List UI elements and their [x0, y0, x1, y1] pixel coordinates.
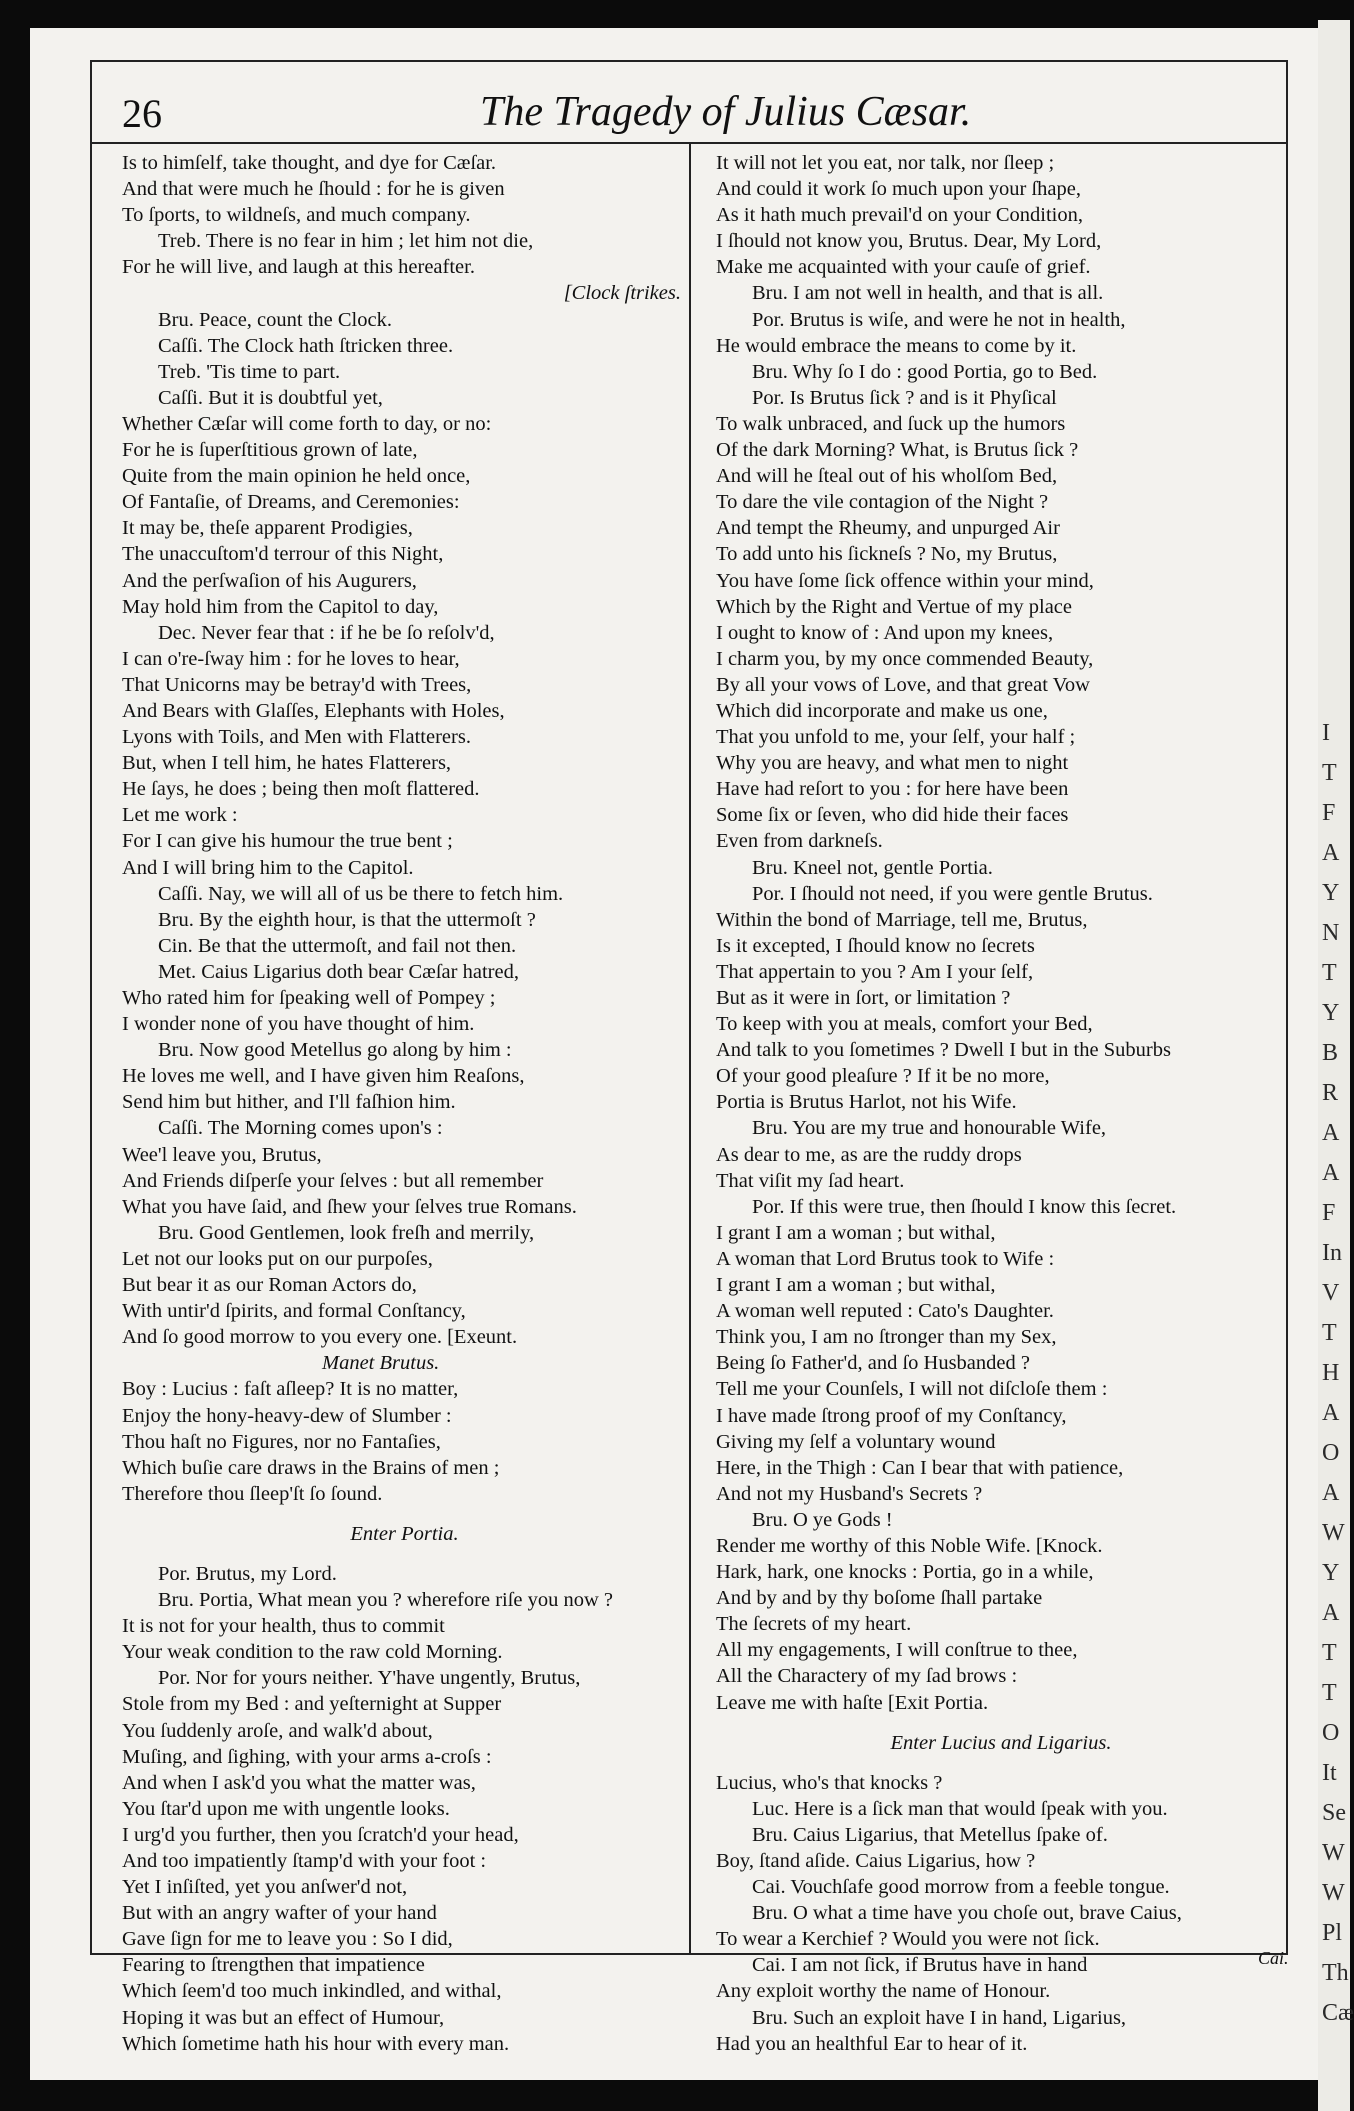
adjacent-page-fragment: H [1322, 1360, 1340, 1386]
text-line: He loves me well, and I have given him Reaſons, [122, 1065, 525, 1088]
text-line: Is to himſelf, take thought, and dye for Cæſar. [122, 152, 497, 174]
text-line: It will not let you eat, nor talk, nor ſleep ; [716, 152, 1055, 174]
text-line: You have ſome ſick offence within your mind, [716, 569, 1094, 592]
text-line: All the Charactery of my ſad brows : [716, 1665, 1018, 1688]
text-line: And tempt the Rheumy, and unpurged Air [716, 517, 1060, 540]
text-line: And the perſwaſion of his Augurers, [122, 569, 417, 592]
adjacent-page-fragment: T [1322, 1640, 1337, 1666]
text-line: Bru. Kneel not, gentle Portia. [752, 856, 993, 879]
adjacent-page-fragment: W [1322, 1520, 1345, 1546]
text-line: Cai. I am not ſick, if Brutus have in hand [752, 1954, 1088, 1977]
text-line: Had you an healthful Ear to hear of it. [716, 2032, 1028, 2055]
text-line: And Bears with Glaſſes, Elephants with Holes, [122, 699, 505, 722]
text-line: Wee'l leave you, Brutus, [122, 1143, 322, 1166]
adjacent-page-fragment: A [1322, 1120, 1340, 1146]
adjacent-page-fragment: B [1322, 1040, 1339, 1066]
text-line: Tell me your Counſels, I will not diſcloſe them : [716, 1378, 1108, 1401]
text-line: And Friends diſperſe your ſelves : but all remember [122, 1169, 544, 1192]
text-line: Caſſi. But it is doubtful yet, [158, 386, 383, 409]
text-line: Bru. O what a time have you choſe out, brave Caius, [752, 1902, 1182, 1925]
text-line: To add unto his ſickneſs ? No, my Brutus, [716, 543, 1058, 566]
text-line: Render me worthy of this Noble Wife. [Knock. [716, 1534, 1103, 1557]
text-line: Let not our looks put on our purpoſes, [122, 1247, 433, 1270]
text-line: Which did incorporate and make us one, [716, 699, 1048, 722]
adjacent-page-fragment: O [1322, 1440, 1340, 1466]
text-line: Which by the Right and Vertue of my place [716, 595, 1072, 618]
text-line: For he is ſuperſtitious grown of late, [122, 439, 418, 462]
text-line: Think you, I am no ſtronger than my Sex, [716, 1326, 1057, 1349]
text-line: Portia is Brutus Harlot, not his Wife. [716, 1091, 1017, 1114]
text-line: Por. Nor for yours neither. Y'have ungently, Brutus, [158, 1667, 581, 1690]
text-line: And when I ask'd you what the matter was, [122, 1771, 476, 1794]
adjacent-page-fragment: T [1322, 960, 1337, 986]
adjacent-page-fragment: W [1322, 1840, 1345, 1866]
left-column [122, 150, 687, 2057]
text-line: Muſing, and ſighing, with your arms a-croſs : [122, 1745, 492, 1768]
text-line: Is it excepted, I ſhould know no ſecrets [716, 934, 1035, 957]
adjacent-page-fragment: N [1322, 920, 1340, 946]
text-line: Bru. Caius Ligarius, that Metellus ſpake of. [752, 1823, 1108, 1846]
text-line: And by and by thy boſome ſhall partake [716, 1587, 1043, 1610]
text-line: The ſecrets of my heart. [716, 1613, 912, 1636]
adjacent-page-fragment: O [1322, 1720, 1340, 1746]
text-line: Manet Brutus. [322, 1352, 440, 1375]
text-line: You ſtar'd upon me with ungentle looks. [122, 1797, 450, 1820]
text-line: The unaccuſtom'd terrour of this Night, [122, 543, 444, 566]
text-line: [Clock ſtrikes. [563, 282, 681, 305]
text-line: Enter Lucius and Ligarius. [890, 1731, 1112, 1754]
adjacent-page-fragment: F [1322, 800, 1336, 826]
text-line: I urg'd you further, then you ſcratch'd your head, [122, 1823, 519, 1846]
text-line: Here, in the Thigh : Can I bear that with patience, [716, 1456, 1124, 1479]
adjacent-page-fragment: T [1322, 760, 1337, 786]
text-line: And I will bring him to the Capitol. [122, 856, 414, 879]
text-line: Of your good pleaſure ? If it be no more, [716, 1065, 1050, 1088]
text-line: Stole from my Bed : and yeſternight at Supper [122, 1693, 502, 1716]
text-line: Which ſeem'd too much inkindled, and withal, [122, 1980, 502, 2003]
text-line: Treb. There is no fear in him ; let him not die, [158, 230, 534, 253]
text-line: What you have ſaid, and ſhew your ſelves true Romans. [122, 1195, 577, 1218]
text-line: Por. If this were true, then ſhould I know this ſecret. [752, 1195, 1177, 1218]
text-line: Yet I inſiſted, yet you anſwer'd not, [122, 1876, 408, 1899]
adjacent-page-fragment: F [1322, 1200, 1336, 1226]
catchword: Cai. [1258, 1948, 1289, 1968]
text-line: Por. Brutus, my Lord. [158, 1562, 337, 1585]
text-line: But with an angry wafter of your hand [122, 1902, 437, 1925]
text-line: And could it work ſo much upon your ſhape, [716, 178, 1081, 201]
adjacent-page-fragment: Y [1322, 1000, 1340, 1026]
text-line: Even from darkneſs. [716, 830, 883, 853]
text-line: Why you are heavy, and what men to night [716, 752, 1069, 775]
text-line: Of Fantaſie, of Dreams, and Ceremonies: [122, 491, 460, 514]
text-line: Bru. O ye Gods ! [752, 1508, 893, 1531]
adjacent-page-fragment: Pl [1322, 1920, 1343, 1946]
text-line: Luc. Here is a ſick man that would ſpeak with you. [752, 1797, 1168, 1820]
text-line: To keep with you at meals, comfort your Bed, [716, 1013, 1093, 1036]
text-line: And talk to you ſometimes ? Dwell I but in the Suburbs [716, 1039, 1171, 1062]
adjacent-page-fragment: A [1322, 1600, 1340, 1626]
text-line: Thou haſt no Figures, nor no Fantaſies, [122, 1430, 441, 1453]
text-line: Lyons with Toils, and Men with Flatterers. [122, 726, 471, 749]
text-line: With untir'd ſpirits, and formal Conſtancy, [122, 1300, 466, 1323]
text-line: That appertain to you ? Am I your ſelf, [716, 960, 1034, 983]
text-line: But bear it as our Roman Actors do, [122, 1274, 417, 1297]
text-line: I ſhould not know you, Brutus. Dear, My Lord, [716, 230, 1102, 253]
text-line: Dec. Never fear that : if he be ſo reſolv'd, [158, 621, 495, 644]
text-line: Hark, hark, one knocks : Portia, go in a while, [716, 1561, 1094, 1584]
text-line: I ought to know of : And upon my knees, [716, 621, 1054, 644]
text-line: And ſo good morrow to you every one. [Exeunt. [122, 1326, 518, 1349]
text-line: Have had reſort to you : for here have been [716, 778, 1069, 801]
text-line: And not my Husband's Secrets ? [716, 1482, 983, 1505]
text-line: To ſports, to wildneſs, and much company. [122, 204, 471, 227]
text-line: Bru. Why ſo I do : good Portia, go to Bed. [752, 360, 1098, 383]
text-line: Some ſix or ſeven, who did hide their faces [716, 804, 1069, 827]
text-line: All my engagements, I will conſtrue to thee, [716, 1639, 1078, 1662]
text-line: Cin. Be that the uttermoſt, and fail not then. [158, 934, 517, 957]
adjacent-page-fragment: I [1322, 720, 1330, 746]
text-line: Who rated him for ſpeaking well of Pompey ; [122, 987, 496, 1009]
text-line: Bru. Peace, count the Clock. [158, 308, 392, 331]
text-line: Cai. Vouchſafe good morrow from a feeble tongue. [752, 1876, 1170, 1899]
text-line: But as it were in ſort, or limitation ? [716, 987, 1011, 1009]
text-line: You ſuddenly aroſe, and walk'd about, [122, 1719, 433, 1742]
text-line: Fearing to ſtrengthen that impatience [122, 1954, 425, 1977]
text-line: Treb. 'Tis time to part. [158, 360, 341, 383]
text-line: Por. I ſhould not need, if you were gentle Brutus. [752, 882, 1153, 905]
text-line: Bru. I am not well in health, and that is all. [752, 282, 1104, 305]
text-line: Caſſi. Nay, we will all of us be there to fetch him. [158, 882, 564, 905]
adjacent-page-fragment: Cæ [1322, 2000, 1354, 2026]
adjacent-page-fragment: R [1322, 1080, 1339, 1106]
text-line: Hoping it was but an effect of Humour, [122, 2006, 445, 2029]
text-line: I can o're-ſway him : for he loves to hear, [122, 647, 460, 670]
text-line: Boy, ſtand aſide. Caius Ligarius, how ? [716, 1850, 1036, 1872]
adjacent-page-fragment: A [1322, 840, 1340, 866]
text-line: Bru. Portia, What mean you ? wherefore riſe you now ? [158, 1589, 614, 1612]
text-line: Bru. Good Gentlemen, look freſh and merrily, [158, 1221, 535, 1244]
page-number: 26 [122, 91, 162, 136]
text-line: I have made ſtrong proof of my Conſtancy, [716, 1404, 1067, 1427]
adjacent-page-fragment: Se [1322, 1800, 1346, 1826]
text-line: He would embrace the means to come by it. [716, 334, 1077, 357]
text-line: Met. Caius Ligarius doth bear Cæſar hatred, [158, 960, 519, 983]
adjacent-page-fragment: A [1322, 1160, 1340, 1186]
text-line: I charm you, by my once commended Beauty, [716, 647, 1094, 670]
text-line: That Unicorns may be betray'd with Trees, [122, 673, 472, 696]
column-divider [689, 142, 691, 1955]
text-line: That viſit my ſad heart. [716, 1169, 905, 1192]
text-line: Which ſometime hath his hour with every man. [122, 2032, 510, 2055]
text-line: Which buſie care draws in the Brains of men ; [122, 1456, 500, 1479]
text-line: Whether Cæſar will come forth to day, or no: [122, 412, 492, 435]
text-line: It may be, theſe apparent Prodigies, [122, 517, 413, 540]
text-line: He ſays, he does ; being then moſt flattered. [122, 778, 480, 801]
text-line: And that were much he ſhould : for he is given [122, 178, 505, 201]
text-line: But, when I tell him, he hates Flatterers, [122, 752, 452, 775]
text-line: To wear a Kerchief ? Would you were not ſick. [716, 1928, 1100, 1951]
text-line: Make me acquainted with your cauſe of grief. [716, 256, 1091, 279]
text-line: Por. Brutus is wiſe, and were he not in health, [752, 308, 1126, 331]
adjacent-page-fragment: T [1322, 1320, 1337, 1346]
running-title: The Tragedy of Julius Cæsar. [480, 89, 972, 135]
text-line: Caſſi. The Morning comes upon's : [158, 1117, 443, 1140]
text-line: May hold him from the Capitol to day, [122, 595, 439, 618]
text-line: As dear to me, as are the ruddy drops [716, 1143, 1022, 1166]
text-line: That you unfold to me, your ſelf, your half ; [716, 726, 1076, 749]
text-line: Leave me with haſte [Exit Portia. [716, 1691, 989, 1714]
text-line: Gave ſign for me to leave you : So I did, [122, 1928, 453, 1951]
adjacent-page-edge [1318, 20, 1354, 2111]
text-line: Bru. You are my true and honourable Wife, [752, 1117, 1107, 1140]
adjacent-page-fragment: A [1322, 1400, 1340, 1426]
adjacent-page-fragment: A [1322, 1480, 1340, 1506]
text-line: A woman well reputed : Cato's Daughter. [716, 1300, 1054, 1323]
adjacent-page-fragment: In [1322, 1240, 1342, 1266]
adjacent-page-fragment: It [1322, 1760, 1337, 1786]
text-line: Enjoy the hony-heavy-dew of Slumber : [122, 1404, 452, 1427]
adjacent-page-fragment: T [1322, 1680, 1337, 1706]
text-line: I grant I am a woman ; but withal, [716, 1221, 996, 1244]
text-line: For he will live, and laugh at this hereafter. [122, 256, 475, 279]
text-line: I grant I am a woman ; but withal, [716, 1274, 996, 1297]
text-line: Bru. Such an exploit have I in hand, Ligarius, [752, 2006, 1127, 2029]
right-column [716, 150, 1286, 2057]
text-line: Bru. By the eighth hour, is that the uttermoſt ? [158, 908, 536, 931]
text-line: By all your vows of Love, and that great Vow [716, 673, 1090, 696]
text-line: Enter Portia. [350, 1522, 459, 1545]
text-line: Of the dark Morning? What, is Brutus ſick ? [716, 439, 1079, 462]
text-line: Caſſi. The Clock hath ſtricken three. [158, 334, 454, 357]
text-line: I wonder none of you have thought of him. [122, 1013, 475, 1036]
text-line: Therefore thou ſleep'ſt ſo ſound. [122, 1482, 383, 1505]
text-line: Within the bond of Marriage, tell me, Brutus, [716, 908, 1088, 931]
text-line: For I can give his humour the true bent ; [122, 830, 453, 853]
text-line: To walk unbraced, and ſuck up the humors [716, 412, 1066, 435]
text-line: Lucius, who's that knocks ? [716, 1771, 943, 1794]
text-line: Being ſo Father'd, and ſo Husbanded ? [716, 1352, 1030, 1375]
text-line: Any exploit worthy the name of Honour. [716, 1980, 1051, 2003]
text-line: To dare the vile contagion of the Night ? [716, 491, 1049, 514]
adjacent-page-fragment: V [1322, 1280, 1340, 1306]
text-line: Let me work : [122, 804, 238, 827]
text-line: And will he ſteal out of his wholſom Bed, [716, 465, 1058, 488]
text-line: And too impatiently ſtamp'd with your foot : [122, 1850, 487, 1872]
text-line: It is not for your health, thus to commit [122, 1615, 445, 1638]
text-line: A woman that Lord Brutus took to Wife : [716, 1247, 1055, 1270]
text-line: Bru. Now good Metellus go along by him : [158, 1039, 512, 1062]
text-line: Boy : Lucius : faſt aſleep? It is no matter, [122, 1378, 459, 1401]
text-line: Giving my ſelf a voluntary wound [716, 1430, 996, 1453]
text-line: As it hath much prevail'd on your Condition, [716, 204, 1083, 227]
text-line: Send him but hither, and I'll faſhion him. [122, 1091, 456, 1114]
adjacent-page-fragment: Th [1322, 1960, 1349, 1986]
text-line: Your weak condition to the raw cold Morning. [122, 1641, 503, 1664]
text-line: Quite from the main opinion he held once, [122, 465, 471, 488]
adjacent-page-fragment: Y [1322, 1560, 1340, 1586]
adjacent-page-fragment: W [1322, 1880, 1345, 1906]
text-line: Por. Is Brutus ſick ? and is it Phyſical [752, 386, 1057, 409]
adjacent-page-fragment: Y [1322, 880, 1340, 906]
